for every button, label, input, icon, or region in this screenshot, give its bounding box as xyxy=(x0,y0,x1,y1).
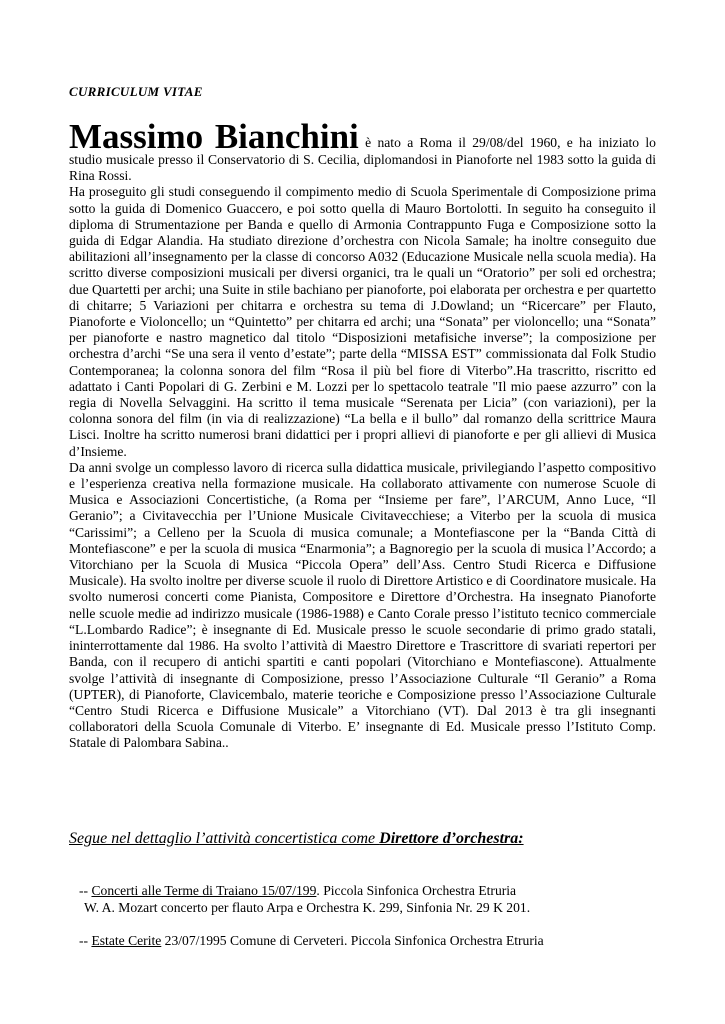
studies-paragraph: Ha proseguito gli studi conseguendo il compimento medio di Scuola Sperimentale di Composizione prima sotto la guida di Domenico Guaccero, e poi sotto quella di Mauro Bortolotti. In seguito ha conseguito il diploma di Strumentazione per Banda e quello di Armonia Contrappunto Fuga e Composizione sotto la guida di Edgar Alandia. Ha studiato direzione d’orchestra con Nicola Samale; ha inoltre conseguito due abilitazioni all’insegnamento per la classe di concorso A032 (Educazione Musicale nella scuola media). Ha scritto diverse composizioni musicali per diversi organici, tra le quali un “Oratorio” per soli ed orchestra; due Quartetti per archi; una Suite in stile bachiano per pianoforte, poi elaborata per orchestra e per quartetto di chitarre; 5 Variazioni per chitarra e orchestra su tema di J.Dowland; un “Ricercare” per Flauto, Pianoforte e Violoncello; un “Quintetto” per chitarra ed archi; una “Sonata” per violoncello; una “Sonata” per pianoforte e nastro magnetico dal titolo “Disposizioni metafisiche inverse”; la composizione per orchestra d’archi “Se una sera il vento d’estate”; parte della “MISSA EST” commissionata dal Folk Studio Contemporanea; la colonna sonora del film “Rosa il più bel fiore di Viterbo”.Ha trascritto, riscritto ed adattato i Canti Popolari di G. Zerbini e M. Lozzi per lo spettacolo teatrale "Il mio paese azzurro” con la regia di Novella Selvaggini. Ha scritto il tema musicale “Serenata per Licia” (con variazioni), per la colonna sonora del film (in via di realizzazione) “La bella e il bullo” dal romanzo della scrittrice Maura Lisci. Inoltre ha scritto numerosi brani didattici per i propri allievi di pianoforte e per gli allievi di Musica d’Insieme. xyxy=(69,184,656,459)
concert-item xyxy=(79,882,530,916)
concert-program: W. A. Mozart concerto per flauto Arpa e Orchestra K. 299, Sinfonia Nr. 29 K 201. xyxy=(84,900,531,915)
concert-details: 23/07/1995 Comune di Cerveteri. Piccola Sinfonica Orchestra Etruria xyxy=(161,933,544,948)
section-title xyxy=(69,830,524,848)
concert-line xyxy=(79,882,530,899)
intro-text: è nato a Roma il 29/08/del 1960, e ha iniziato lo studio musicale presso il Conservatorio di S. Cecilia, diplomandosi in Pianoforte nel 1983 sotto la guida di Rina Rossi. xyxy=(69,135,656,184)
person-name: Massimo Bianchini xyxy=(69,117,359,156)
concert-line xyxy=(79,932,544,949)
section-title-prefix: Segue nel dettaglio l’attività concertistica come xyxy=(69,830,380,847)
concert-dash: -- xyxy=(79,883,92,898)
concert-title: Estate Cerite xyxy=(91,933,162,948)
biography-text xyxy=(69,117,656,752)
intro-paragraph xyxy=(69,117,656,184)
concert-details: . Piccola Sinfonica Orchestra Etruria xyxy=(316,883,517,898)
concert-item xyxy=(79,932,544,949)
activities-paragraph: Da anni svolge un complesso lavoro di ricerca sulla didattica musicale, privilegiando l’aspetto compositivo e l’esperienza creativa nella formazione musicale. Ha collaborato attivamente con numerose Scuole di Musica e Associazioni Concertistiche, (a Roma per “Insieme per fare”, l’ARCUM, Anno Luce, “Il Geranio”; a Civitavecchia per l’Unione Musicale Civitavecchiese; a Viterbo per la scuola di musica “Carissimi”; a Celleno per la Scuola di musica comunale; a Montefiascone per la “Banda Città di Montefiascone” e per la scuola di musica “Enarmonia”; a Bagnoregio per la scuola di musica l’Accordo; a Vitorchiano per la Scuola di Musica “Piccola Opera” dell’Ass. Centro Studi Ricerca e Diffusione Musicale). Ha svolto inoltre per diverse scuole il ruolo di Direttore Artistico e di Coordinatore musicale. Ha svolto numerosi concerti come Pianista, Compositore e Direttore d’Orchestra. Ha insegnato Pianoforte nelle scuole medie ad indirizzo musicale (1986-1988) e Canto Corale presso l’istituto tecnico commerciale “L.Lombardo Radice”; è insegnante di Ed. Musicale presso le scuole secondarie di primo grado statali, ininterrottamente dal 1986. Ha svolto l’attività di Maestro Direttore e Trascrittore di svariati repertori per Banda, con il recupero di antichi spartiti e canti popolari (Vitorchiano e Montefiascone). Attualmente svolge l’attività di insegnante di Composizione, presso l’Associazione Culturale “Il Geranio” a Roma (UPTER), di Pianoforte, Clavicembalo, materie teoriche e Composizione presso l’Associazione Culturale “Centro Studi Ricerca e Diffusione Musicale” a Vitorchiano (VT). Dal 2013 è tra gli insegnanti collaboratori della Scuola Comunale di Viterbo. E’ insegnante di Ed. Musicale presso l’Istituto Comp. Statale di Palombara Sabina.. xyxy=(69,459,656,751)
concert-title: Concerti alle Terme di Traiano 15/07/199 xyxy=(91,883,317,898)
concert-dash: -- xyxy=(79,933,92,948)
section-title-bold: Direttore d’orchestra: xyxy=(379,830,524,847)
document-heading: CURRICULUM VITAE xyxy=(69,84,203,99)
